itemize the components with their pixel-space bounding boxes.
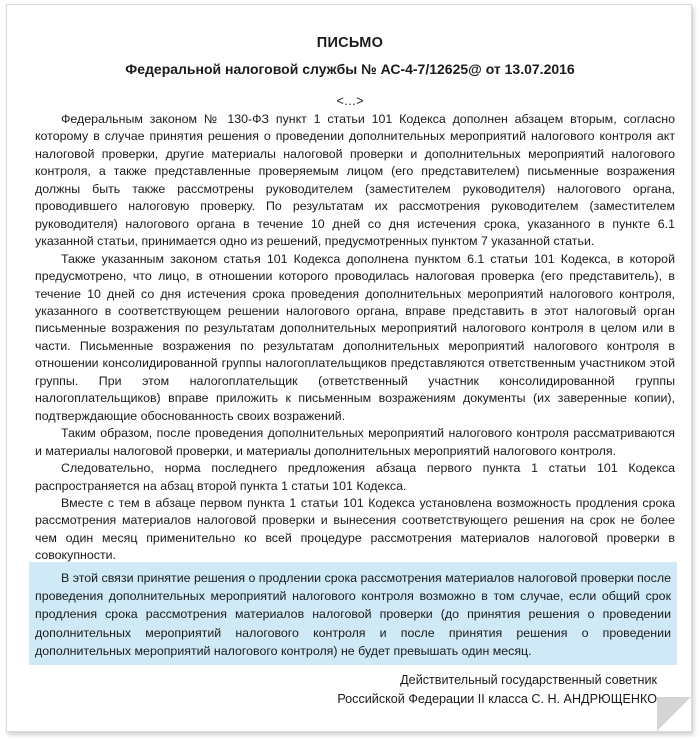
document-title: ПИСЬМО — [316, 35, 384, 51]
highlighted-conclusion — [29, 562, 677, 665]
paragraph-1: Федеральным законом № 130-ФЗ пункт 1 статьи 101 Кодекса дополнен абзацем вторым, согласно которому в случае принятия решения о проведении дополнительных мероприятий налогового контроля акт налоговой проверки, другие материалы налоговой проверки и дополнительных мероприятий налогового контроля, а также представленные проверяемым лицом (его представителем) письменные возражения должны быть также рассмотрены руководителем (заместителем руководителя) налогового органа, проводившего налоговую проверку. По результатам их рассмотрения руководителем (заместителем руководителя) налогового органа в течение 10 дней со дня истечения срока, указанного в пункте 6.1 указанной статьи, принимается одно из решений, предусмотренных пунктом 7 указанной статьи. — [35, 112, 675, 249]
letter-page — [6, 4, 692, 732]
highlighted-paragraph: В этой связи принятие решения о продлении срока рассмотрения материалов налоговой проверки после проведения дополнительных мероприятий налогового контроля возможно в том случае, если общий срок продления срока рассмотрения материалов налоговой проверки (до принятия решения о проведении дополнительных мероприятий налогового контроля и после принятия решения о проведении дополнительных мероприятий налогового контроля) не будет превышать один месяц. — [35, 571, 671, 658]
paragraph-3: Таким образом, после проведения дополнительных мероприятий налогового контроля рассматриваются и материалы налоговой проверки, и материалы дополнительных мероприятий налогового контроля. — [35, 426, 675, 458]
document-subtitle: Федеральной налоговой службы № АС-4-7/12625@ от 13.07.2016 — [125, 61, 575, 77]
page-curl — [657, 697, 691, 731]
signatory-title: Действительный государственный советник — [400, 673, 657, 687]
paragraph-2: Также указанным законом статья 101 Кодекса дополнена пунктом 6.1 статьи 101 Кодекса, в которой предусмотрено, что лицо, в отношении которого проводилась налоговая проверка (его представитель), в течение 10 дней со дня истечения срока проведения дополнительных мероприятий налогового контроля, указанного в соответствующем решении налогового органа, вправе представить в этот налоговый орган письменные возражения по результатам дополнительных мероприятий налогового контроля в целом или в части. Письменные возражения по результатам дополнительных мероприятий налогового контроля в отношении консолидированной группы налогоплательщиков представляются ответственным участником этой группы. При этом налогоплательщик (ответственный участник консолидированной группы налогоплательщиков) вправе приложить к письменным возражениям документы (их заверенные копии), подтверждающие обоснованность своих возражений. — [35, 251, 675, 423]
signature-block — [337, 671, 657, 709]
paragraph-5: Вместе с тем в абзаце первом пункта 1 статьи 101 Кодекса установлена возможность продления срока рассмотрения материалов налоговой проверки и вынесения соответствующего решения на срок не более чем один месяц применительно ко всей процедуре рассмотрения материалов налоговой проверки в совокупности. — [35, 495, 675, 563]
letter-body — [35, 111, 675, 565]
paragraph-4: Следовательно, норма последнего предложения абзаца первого пункта 1 статьи 101 Кодекса распространяется на абзац второй пункта 1 статьи 101 Кодекса. — [35, 461, 675, 493]
omission-mark: <…> — [336, 94, 364, 108]
signatory-name: Российской Федерации II класса С. Н. АНДРЮЩЕНКО — [337, 692, 657, 706]
